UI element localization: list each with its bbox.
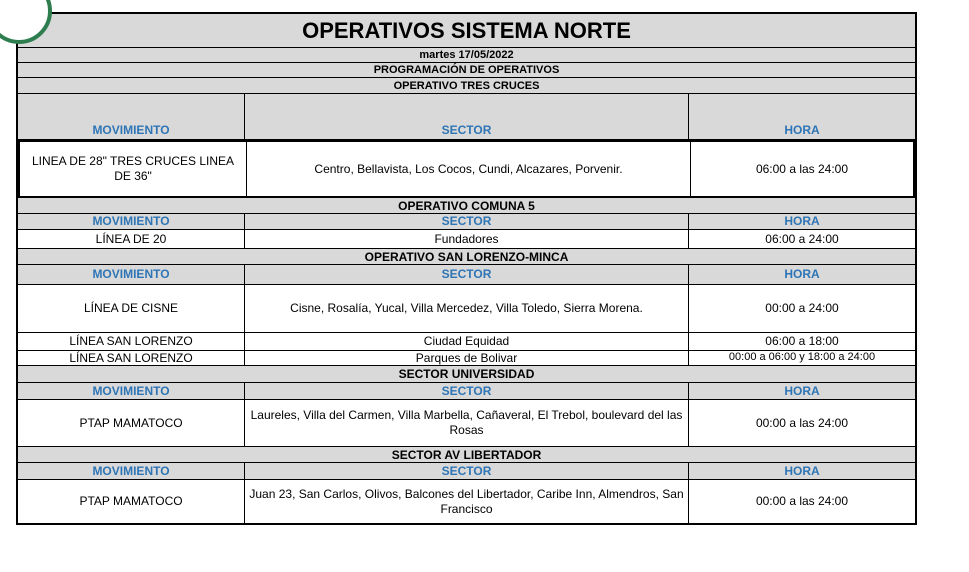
table-row [18, 285, 915, 333]
column-header-hora: HORA [784, 267, 820, 281]
column-header-movimiento: MOVIMIENTO [18, 383, 245, 399]
column-header-movimiento: MOVIMIENTO [18, 214, 245, 229]
table-row [18, 230, 915, 249]
section-header-row [18, 447, 915, 463]
cell-movimiento: LÍNEA SAN LORENZO [18, 333, 245, 350]
column-header-movimiento: MOVIMIENTO [18, 265, 245, 284]
table-row [18, 400, 915, 447]
column-header-row [18, 94, 915, 140]
page-title: OPERATIVOS SISTEMA NORTE [302, 17, 631, 43]
cell-hora: 00:00 a las 24:00 [755, 494, 849, 508]
column-header-hora: HORA [784, 123, 820, 137]
column-header-sector: SECTOR [245, 214, 689, 229]
cell-movimiento: LÍNEA DE 20 [18, 230, 245, 248]
subtitle-label: PROGRAMACIÓN DE OPERATIVOS [373, 64, 560, 76]
column-header-sector: SECTOR [245, 265, 689, 284]
section-title: OPERATIVO TRES CRUCES [393, 79, 540, 92]
column-header-sector: SECTOR [245, 94, 689, 139]
operativos-table [16, 12, 917, 525]
table-title-row [18, 14, 915, 48]
cell-hora: 06:00 a las 24:00 [755, 161, 849, 176]
cell-sector: Centro, Bellavista, Los Cocos, Cundi, Alcazares, Porvenir. [247, 142, 691, 196]
column-header-sector: SECTOR [245, 463, 689, 479]
cell-movimiento: PTAP MAMATOCO [18, 480, 245, 523]
cell-movimiento: PTAP MAMATOCO [18, 400, 245, 446]
cell-movimiento: LÍNEA DE CISNE [18, 285, 245, 332]
cell-sector: Ciudad Equidad [245, 333, 689, 350]
cell-sector: Parques de Bolivar [245, 351, 689, 365]
column-header-row [18, 463, 915, 480]
column-header-movimiento: MOVIMIENTO [18, 463, 245, 479]
section-header-row [18, 198, 915, 214]
cell-hora: 06:00 a 24:00 [765, 231, 839, 246]
column-header-hora: HORA [784, 214, 820, 228]
date-row [18, 48, 915, 63]
cell-movimiento: LINEA DE 28" TRES CRUCES LINEA DE 36" [20, 142, 247, 196]
section-title: OPERATIVO SAN LORENZO-MINCA [364, 249, 569, 264]
cell-movimiento: LÍNEA SAN LORENZO [18, 351, 245, 365]
table-row [18, 351, 915, 366]
cell-hora: 00:00 a 06:00 y 18:00 a 24:00 [728, 351, 876, 364]
table-row [18, 333, 915, 351]
cell-sector: Fundadores [245, 230, 689, 248]
column-header-movimiento: MOVIMIENTO [18, 94, 245, 139]
section-title: SECTOR AV LIBERTADOR [391, 447, 542, 462]
table-row [18, 480, 915, 523]
subtitle-row [18, 63, 915, 78]
cell-hora: 00:00 a 24:00 [765, 301, 839, 315]
cell-hora: 00:00 a las 24:00 [755, 415, 849, 430]
cell-hora: 06:00 a 18:00 [765, 334, 839, 348]
date-label: martes 17/05/2022 [419, 49, 514, 61]
column-header-sector: SECTOR [245, 383, 689, 399]
table-row [18, 140, 915, 198]
column-header-row [18, 383, 915, 400]
column-header-hora: HORA [784, 463, 820, 478]
section-header-row [18, 366, 915, 383]
column-header-row [18, 214, 915, 230]
cell-sector: Cisne, Rosalía, Yucal, Villa Mercedez, Villa Toledo, Sierra Morena. [245, 285, 689, 332]
column-header-hora: HORA [784, 383, 820, 398]
section-header-row [18, 78, 915, 94]
cell-sector: Juan 23, San Carlos, Olivos, Balcones del Libertador, Caribe Inn, Almendros, San Francisco [245, 480, 689, 523]
cell-sector: Laureles, Villa del Carmen, Villa Marbella, Cañaveral, El Trebol, boulevard del las Rosas [245, 400, 689, 446]
section-title: OPERATIVO COMUNA 5 [398, 198, 535, 213]
section-header-row [18, 249, 915, 265]
column-header-row [18, 265, 915, 285]
section-title: SECTOR UNIVERSIDAD [398, 367, 535, 381]
